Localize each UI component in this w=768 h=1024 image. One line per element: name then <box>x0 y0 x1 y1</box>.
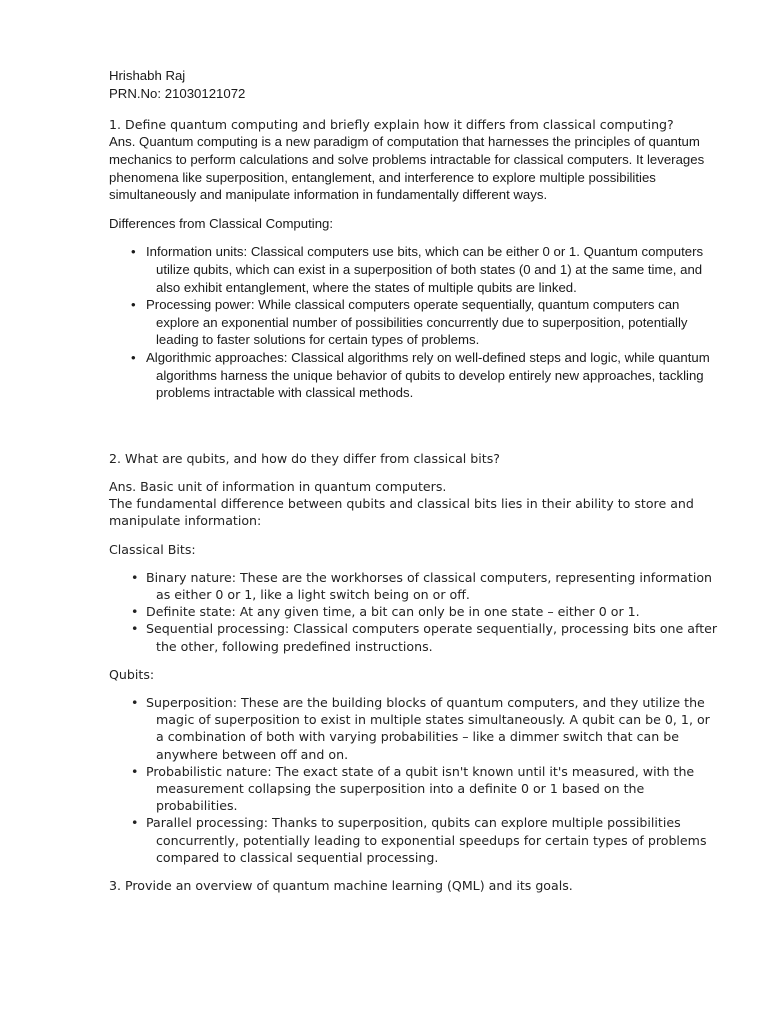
qubits-heading: Qubits: <box>109 666 155 682</box>
document-page <box>109 67 719 894</box>
bullet-icon: • <box>131 349 136 365</box>
answer-1 <box>109 133 719 203</box>
qubits-list <box>109 694 719 866</box>
list-item: • Sequential processing: Classical computers operate sequentially, processing bits one after the other, following predefined instructions. <box>131 621 718 654</box>
classical-bits-heading: Classical Bits: <box>109 541 196 557</box>
bullet-icon: • <box>131 694 139 710</box>
answer-1-text: . Quantum computing is a new paradigm of computation that harnesses the principles of quantum mechanics to perform calculations and solve problems intractable for classical computers. It leverages phenomena like superposition, entanglement, and interference to explore multiple possibilities simultaneously and manipulate information in fundamentally different ways. <box>109 134 705 203</box>
differences-heading: Differences from Classical Computing: <box>109 215 334 231</box>
bullet-icon: • <box>131 244 136 260</box>
prn-number: PRN.No: 21030121072 <box>109 85 246 101</box>
bullet-icon: • <box>131 604 139 620</box>
answer-prefix: Ans <box>109 134 132 150</box>
bullet-icon: • <box>131 815 139 831</box>
question-2: 2. What are qubits, and how do they differ from classical bits? <box>109 450 500 466</box>
list-item: • Probabilistic nature: The exact state of a qubit isn't known until it's measured, with the measurement collapsing the superposition into a definite 0 or 1 based on the probabilities. <box>131 763 695 814</box>
list-item: • Processing power: While classical computers operate sequentially, quantum computers can explore an exponential number of possibilities concurrently due to superposition, potentially leading to faster solutions for certain types of problems. <box>131 297 688 348</box>
list-item: • Definite state: At any given time, a bit can only be in one state – either 0 or 1. <box>131 604 640 620</box>
bullet-icon: • <box>131 621 139 637</box>
question-1: 1. Define quantum computing and briefly explain how it differs from classical computing? <box>109 117 674 133</box>
question-3: 3. Provide an overview of quantum machine learning (QML) and its goals. <box>109 877 573 893</box>
list-item: • Information units: Classical computers use bits, which can be either 0 or 1. Quantum computers utilize qubits, which can exist in a superposition of both states (0 and 1) at the same time, and also exhibit entanglement, where the states of multiple qubits are linked. <box>131 244 704 295</box>
bullet-icon: • <box>131 763 139 779</box>
answer-2-line-1: Ans. Basic unit of information in quantum computers. <box>109 478 447 494</box>
differences-list <box>109 243 719 401</box>
list-item: • Parallel processing: Thanks to superposition, qubits can explore multiple possibilities concurrently, potentially leading to exponential speedups for certain types of problems compared to classical sequential processing. <box>131 815 707 865</box>
answer-2-line-2: The fundamental difference between qubits and classical bits lies in their ability to store and manipulate information: <box>109 496 694 529</box>
classical-bits-list <box>109 569 719 655</box>
author-name: Hrishabh Raj <box>109 68 186 83</box>
bullet-icon: • <box>131 569 139 585</box>
list-item: • Binary nature: These are the workhorses of classical computers, representing information as either 0 or 1, like a light switch being on or off. <box>131 569 713 602</box>
bullet-icon: • <box>131 297 136 313</box>
list-item: • Superposition: These are the building blocks of quantum computers, and they utilize the magic of superposition to exist in multiple states simultaneously. A qubit can be 0, 1, or a combination of both with varying probabilities – like a dimmer switch that can be anywhere between off and on. <box>131 694 710 762</box>
list-item: • Algorithmic approaches: Classical algorithms rely on well-defined steps and logic, while quantum algorithms harness the unique behavior of qubits to develop entirely new approaches, tackling problems intractable with classical methods. <box>131 349 710 401</box>
